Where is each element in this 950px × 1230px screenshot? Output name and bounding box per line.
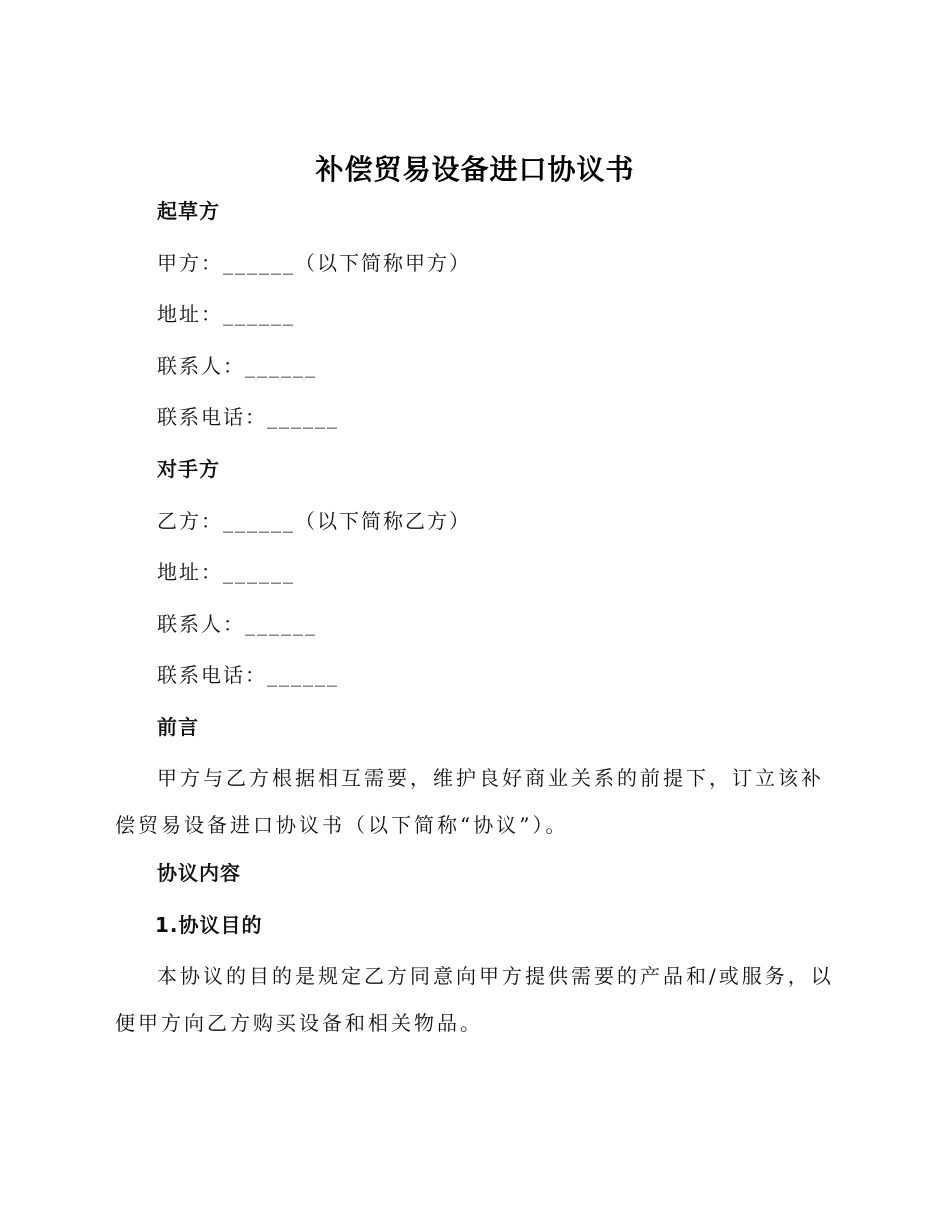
counterparty-contact-line: 联系人：______	[157, 612, 317, 636]
section1-paragraph: 本协议的目的是规定乙方同意向甲方提供需要的产品和/或服务，以便甲方向乙方购买设备和相关物品。	[115, 964, 834, 1035]
counterparty-party-line: 乙方：______（以下简称乙方）	[157, 509, 471, 533]
drafter-address-line: 地址：______	[157, 302, 295, 326]
drafter-party-line: 甲方：______（以下简称甲方）	[157, 251, 471, 275]
drafter-heading: 起草方	[157, 199, 220, 223]
counterparty-phone-line: 联系电话：______	[157, 663, 339, 687]
counterparty-heading: 对手方	[157, 457, 220, 481]
document-title: 补偿贸易设备进口协议书	[315, 153, 635, 186]
preface-heading: 前言	[157, 715, 199, 739]
section1-heading: 1.协议目的	[155, 913, 263, 937]
drafter-contact-line: 联系人：______	[157, 354, 317, 378]
content-heading: 协议内容	[157, 861, 241, 885]
counterparty-address-line: 地址：______	[157, 560, 295, 584]
preface-paragraph: 甲方与乙方根据相互需要，维护良好商业关系的前提下，订立该补偿贸易设备进口协议书（以下简称“协议”）。	[115, 766, 824, 837]
drafter-phone-line: 联系电话：______	[157, 405, 339, 429]
